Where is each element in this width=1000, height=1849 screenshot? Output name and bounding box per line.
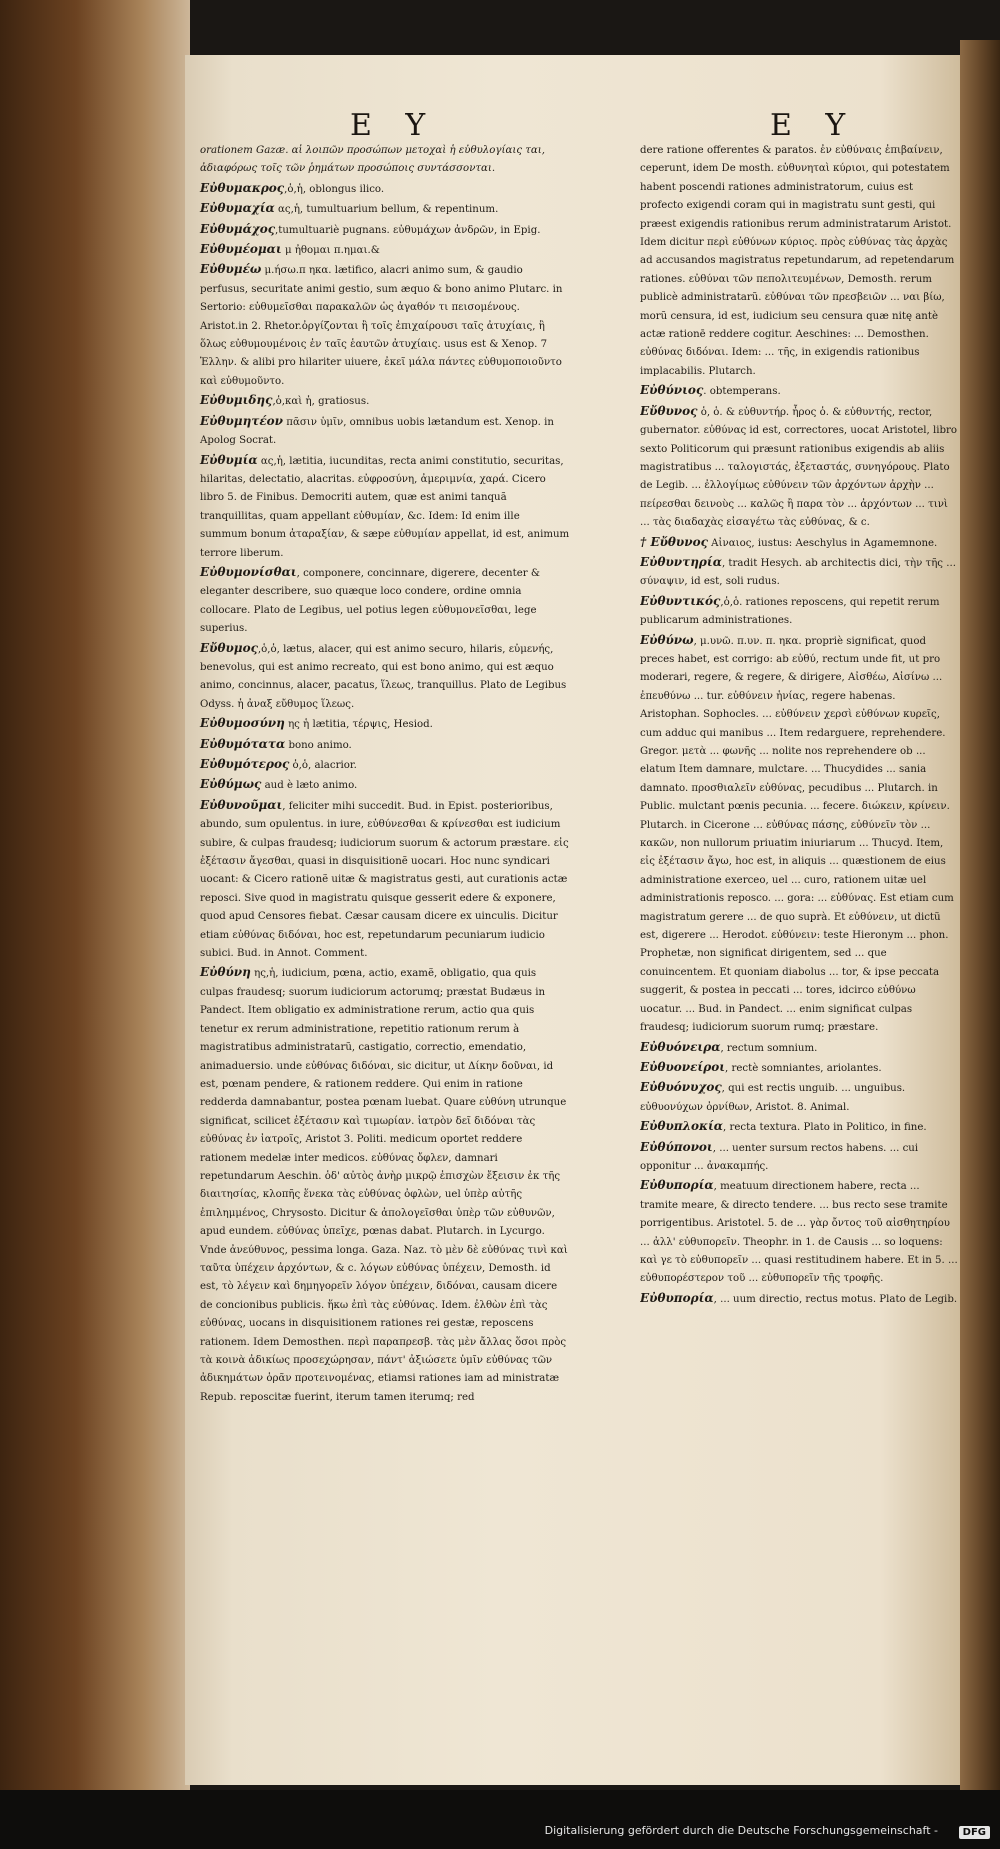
dictionary-entry [200,639,570,715]
dictionary-entry [200,755,570,775]
headword: Εὐθυντηρία [640,554,722,569]
headword: Εὐθυπορία [640,1290,714,1305]
entry-text: , qui est rectis unguib. ... unguibus. εὐθυονύχων ὀρνίθων, Aristot. 8. Animal. [640,1083,906,1113]
headword: † Εὔθυνος [640,534,708,549]
entry-text: ὁ,ὁ, alacrior. [289,760,357,771]
headword: Εὐθύνιος [640,383,704,398]
dictionary-entry [200,199,570,219]
entry-text: πᾶσιν ὑμῖν, omnibus uobis lætandum est. Xenop. in Apolog Socrat. [200,416,554,447]
dictionary-entry [640,1289,958,1309]
headword: Εὐθυόνειρα [640,1039,721,1054]
entry-text: , rectè somniantes, ariolantes. [725,1062,882,1074]
dictionary-entry [640,1138,958,1177]
dictionary-entry [640,402,958,533]
entry-text: μ.ήσω.π ηκα. lætifico, alacri animo sum, & gaudio perfusus, securitate animi gestio, sum æquo & bono animo Plutarc. in Sertorio: εὐθυμεῖσθαι παρακαλῶν ὡς ἀγαθόν τι πεισομένους. Aristot.in 2. Rhetor.ὀργίζονται ἢ τοῖς ἐπιχαίρουσι ταῖς ἀτυχίαις, ἢ ὅλως εὐθυμουμένοις ἐν ταῖς ἑαυτῶν ἀτυχίαις. usus est & Xenop. 7 Ἑλλην. & alibi pro hilariter uiuere, ἐκεῖ μάλα πάντες εὐθυμοποιοῦντο καὶ εὐθυμοῦντο. [200,265,563,387]
entry-text: ,tumultuariè pugnans. εὐθυμάχων ἀνδρῶν, in Epig. [275,224,541,236]
headword: Εὐθυμιδης [200,393,273,408]
dictionary-entry [200,391,570,411]
dictionary-entry [200,963,570,1407]
dictionary-entry [200,714,570,734]
headword: Εὐθυμονίσθαι [200,564,297,579]
headword: Εὐθυντικός [640,593,721,608]
headword: Εὐθυμοσύνη [200,716,285,731]
entry-text: orationem Gazæ. αἱ λοιπῶν προσώπων μετοχαὶ ἡ εὐθυλογίαις ται, ἀδιαφόρως τοῖς τῶν ῥημάτων προσώποις συντάσσονται. [200,145,546,175]
dictionary-entry [640,381,958,401]
entry-text: , feliciter mihi succedit. Bud. in Epist. posterioribus, abundo, sum opulentus. in iure, εὐθύνεσθαι & κρίνεσθαι est iudicium subire, & culpas fraudesq; iudiciorum suorum & actorum præstare. εἰς ἐξέτασιν ἄγεσθαι, quasi in disquisitionẽ uocari. Hoc nunc syndicari uocant: & Cicero rationẽ uitæ & magistratus gesti, aut curationis actæ reposci. Sive quod in magistratu quisque gesserit edere & exponere, quod apud Censores fiebat. Cæsar causam dicere ex uinculis. Dicitur etiam εὐθύνας διδόναι, hoc est, repetundarum pecuniarum iudicio subici. Bud. in Annot. Comment. [200,800,569,960]
dictionary-entry [640,592,958,631]
entry-text: . obtemperans. [703,386,781,398]
headword: Εὐθυνοῦμαι [200,797,283,812]
dfg-logo: DFG [959,1826,990,1839]
entry-text: ας,ἡ, lætitia, iucunditas, recta animi constitutio, securitas, hilaritas, delectatio, alacritas. εὐφροσύνη, ἀμεριμνία, χαρά. Cicero libro 5. de Finibus. Democriti autem, quæ est animi tanquã tranquillitas, quam appellant εὐθυμίαν, &c. Idem: Id enim ille summum bonum ἀταραξίαν, & sæpe εὐθυμίαν appellat, id est, animum terrore liberum. [200,455,570,559]
book-fore-edge [960,40,1000,1800]
right-column [640,140,958,1309]
entry-text: ,ὁ,ὁ, lætus, alacer, qui est animo securo, hilaris, εὐμενής, benevolus, qui est animo recreato, qui est bono animo, qui est æquo animo, concinnus, alacer, pacatus, ἵλεως, tranquillus. Plato de Legibus Odyss. ἡ ἀναξ εὔθυμος ἵλεως. [200,643,567,710]
dictionary-entry [640,1117,958,1137]
entry-text: ,ὁ,ὁ. rationes reposcens, qui repetit rerum publicarum administrationes. [640,596,940,627]
footer-bar [0,1790,1000,1849]
headword: Εὐθυμαχία [200,201,275,216]
dictionary-entry [640,533,958,553]
headword: Εὐθυπορία [640,1178,714,1193]
headword: Εὐθυμέω [200,262,262,277]
entry-text: ης ἡ lætitia, τέρψις, Hesiod. [284,719,433,731]
entry-text: μ ἠθομαι π.ημαι.& [281,245,380,257]
dictionary-entry [200,796,570,964]
headword: Εὐθυμία [200,452,258,467]
headword: Εὐθυονείροι [640,1059,726,1074]
headword: Εὐθυμότατα [200,736,286,751]
headword: Εὐθύνω [640,632,694,647]
dictionary-entry [640,1078,958,1117]
headword: Εὐθύπονοι [640,1139,713,1154]
headword: Εὐθυόνυχος [640,1080,722,1095]
entry-text: ,ὁ,ἡ, oblongus ilico. [284,183,385,195]
entry-text: , ... uum directio, rectus motus. Plato de Legib. [713,1293,958,1305]
dictionary-entry [200,179,570,199]
headword: Εὐθυμακρος [200,180,285,195]
entry-text: , rectum somnium. [720,1042,818,1054]
dictionary-entry [200,775,570,795]
dictionary-entry [200,220,570,240]
entry-text: ης,ἡ, iudicium, pœna, actio, examẽ, obligatio, qua quis culpas fraudesq; suorum iudiciorum actorumq; præstat Budæus in Pandect. Item obligatio ex administratione rerum, actio qua quis tenetur ex rerum administratione, repetitio rationum rerum à magistratibus administratarũ, castigatio, correctio, emendatio, animaduersio. unde εὐθύνας διδόναι, sic dicitur, ut Δίκην δοῦναι, id est, pœnam pendere, & rationem reddere. Qui enim in ratione redderda damnabantur, postea pœnam luebat. Quare εὐθύνη utrunque significat, scilicet ἐξέτασιν καὶ τιμωρίαν. ἰατρὸν δεῖ διδόναι τὰς εὐθύνας ἐν ἰατροῖς, Aristot 3. Politi. medicum oportet reddere rationem medelæ inter medicos. εὐθύνας ὄφλεν, damnari repetundarum Aeschin. ὁδ' αὐτὸς ἀνὴρ μικρῷ ἐπισχὼν ἔξεισιν ἐκ τῆς διαιτησίας, κλοπῆς ἕνεκα τὰς εὐθύνας ὀφλὼν, uel ὑπὲρ αὐτῆς ἐπιλημμένος, Chrysosto. Dicitur & ἀπολογεῖσθαι ὑπὲρ τῶν εὐθυνῶν, apud eundem. εὐθύνας ὑπεῖχε, pœnas dabat. Plutarch. in Lycurgo. Vnde ἀνεύθυνος, pessima longa. Gaza. Naz. τὸ μὲν δὲ εὐθύνας τινὶ καὶ ταῦτα ὑπέχειν ἀρχόντων, & c. λόγων εὐθύνας ὑπέχειν, Demosth. id est, τὸ λέγειν καὶ δημηγορεῖν λόγον ὑπέχειν, διδόναι, causam dicere de concionibus publicis. ἥκω ἐπὶ τὰς εὐθύνας. Idem. ἐλθὼν ἐπὶ τὰς εὐθύνας, uocans in disquisitionem rationes rei gestæ, reposcens rationem. Idem Demosthen. περὶ παραπρεσβ. τὰς μὲν ἄλλας ὅσοι πρὸς τὰ κοινὰ ἀδικίως προσεχώρησαν, πάντ' ἀξιώσετε ὑμῖν εὐθύνας τῶν ἀδικημάτων ὁρᾶν προτεινομένας, etiamsi rationes iam ad ministratæ Repub. reposcitæ fuerint, iterum tamen iterumq; red [200,968,568,1403]
dictionary-entry [640,1038,958,1058]
headword: Εὐθύνη [200,965,251,980]
dictionary-entry [640,140,958,381]
headword: Εὐθυμάχος [200,221,276,236]
dictionary-entry [200,240,570,260]
headword: Εὐθυμητέον [200,413,284,428]
dictionary-entry [200,260,570,391]
headword: Εὐθυμέομαι [200,242,282,257]
dictionary-entry [640,1058,958,1078]
entry-text: ας,ἡ, tumultuarium bellum, & repentinum. [274,204,499,216]
entry-text: ὁ, ὁ. & εὐθυντήρ. ἦρος ὁ. & εὐθυντής, rector, gubernator. εὐθύνας id est, correctores, uocat Aristotel, libro sexto Politicorum qui præsunt rationibus exigendis ab aliis magistratibus ... ταλογιστάς, ἐξεταστάς, συνηγόρους. Plato de Legib. ... ἐλλογίμως εὐθύνειν τῶν ἀρχόντων ἀρχὴν ... πείρεσθαι δεινοὺς ... καλῶς ἢ παρα τὸν ... ἀρχόντων ... τινὶ ... τὰς διαδαχὰς εἰσαγέτω τὰς εὐθύνας, & c. [640,406,958,529]
dictionary-entry [200,412,570,451]
entry-text: bono animo. [285,739,352,751]
footer-credit: Digitalisierung gefördert durch die Deutsche Forschungsgemeinschaft - [544,1824,938,1837]
running-head-left: E Y [350,108,438,143]
entry-text: , recta textura. Plato in Politico, in fine. [723,1122,927,1134]
dictionary-entry [640,631,958,1038]
dictionary-entry [640,553,958,592]
dictionary-entry [640,1176,958,1288]
left-column [200,140,570,1407]
headword: Εὔθυμος [200,640,258,655]
headword: Εὔθυνος [640,403,698,418]
headword: Εὐθυμότερος [200,757,290,771]
entry-text: , tradit Hesych. ab architectis dici, τὴν τῆς ... σύναψιν, id est, soli rudus. [640,557,956,588]
entry-text: ,ὁ,καὶ ἡ, gratiosus. [272,396,370,408]
running-head-right: E Y [770,108,858,143]
dictionary-entry [200,563,570,639]
entry-text: dere ratione offerentes & paratos. ἐν εὐθύναις ἐπιβαίνειν, ceperunt, idem De mosth. εὐθυνηταὶ κύριοι, qui potestatem habent poscendi rationes administratorum, cuius est profecto exigendi coram qui in magistratu sunt gesti, qui præest exigendis rationibus rerum administratarum Aristot. Idem dicitur περὶ εὐθύνων κύριος. πρὸς εὐθύνας τὰς ἀρχὰς ad accusandos magistratus repetundarum, ad repetendarum rationes. εὐθύναι τῶν πεπολιτευμένων, Demosth. rerum publicè administratarũ. εὐθύναι τῶν πρεσβειῶν ... ναι βίω, morũ censura, id est, iudicium seu censura quæ nitę antè actæ rationē reddere cogitur. Aeschines: ... Demosthen. εὐθύνας διδόναι. Idem: ... τῆς, in exigendis rationibus implacabilis. Plutarch. [640,145,955,377]
entry-text: Αἰναιος, iustus: Aeschylus in Agamemnone. [707,537,938,549]
dictionary-entry [200,140,570,179]
headword: Εὐθύμως [200,777,262,792]
dictionary-entry [200,451,570,563]
dictionary-entry [200,735,570,755]
entry-text: , meatuum directionem habere, recta ... tramite meare, & directo tendere. ... bus recto sese tramite porrigentibus. Aristotel. 5. de ... γὰρ ὄντος τοῦ αἰσθητηρίου ... ἀλλ' εὐθυπορεῖν. Theophr. in 1. de Causis ... so loquens: καὶ γε τὸ εὐθυπορεῖν ... quasi restitudinem habere. Et in 5. ... εὐθυπορέστερον τοῦ ... εὐθυπορεῖν τῆς τροφῆς. [640,1181,958,1285]
entry-text: , ... uenter sursum rectos habens. ... cui opponitur ... ἀνακαμπής. [640,1142,919,1172]
entry-text: , μ.υνῶ. π.υν. π. ηκα. propriè significat, quod preces habet, est corrigo: ab εὐθύ, rectum unde fit, ut pro moderari, regere, & regere, & dirigere, Αἰσθέω, Αἰσίνω ... ἐπευθύνω ... tur. εὐθύνειν ἡνίας, regere habenas. Aristophan. Sophocles. ... εὐθύνειν χερσὶ εὐθύνων κυρεῖς, cum adduc qui manibus ... Item redarguere, reprehendere. Gregor. μετὰ ... φωνῆς ... nolite nos reprehendere ob ... elatum Item damnare, mulctare. ... Thucydides ... sania damnato. προσθιαλεῖν εὐθύνας, pecudibus ... Plutarch. in Public. mulctant pœnis pecunia. ... fecere. διώκειν, κρίνειν. Plutarch. in Cicerone ... εὐθύνας πάσης, εὐθύνεῖν τὸν ... κακῶν, non nullorum priuatim iniuriarum ... Thucyd. Item, εἰς ἐξέτασιν ἄγω, hoc est, in aliquis ... quæstionem de eius administratione exerceo, uel ... curo, rationem uitæ uel administrationis reposco. ... gora: ... εὐθύνας. Est etiam cum magistratum gerere ... de quo suprà. Et εὐθύνειν, ut dictũ est, digerere ... Herodot. εὐθύνειν: teste Hieronym ... phon. Prophetæ, non significat dirigentem, sed ... que conuincentem. Et quoniam diabolus ... tor, & ipse peccata suggerit, & postea in peccati ... tores, idcirco εὐθύνω uocatur. ... Bud. in Pandect. ... enim significat culpas fraudesq; iudiciorum suorum rumq; præstare. [640,635,954,1034]
book-left-edge [0,0,190,1790]
entry-text: aud è læto animo. [261,780,358,792]
headword: Εὐθυπλοκία [640,1119,724,1134]
entry-text: , componere, concinnare, digerere, decenter & eleganter describere, suo quæque loco condere, ordine omnia collocare. Plato de Legibus, uel potius legen εὐθυμονεῖσθαι, lege superius. [200,567,540,635]
